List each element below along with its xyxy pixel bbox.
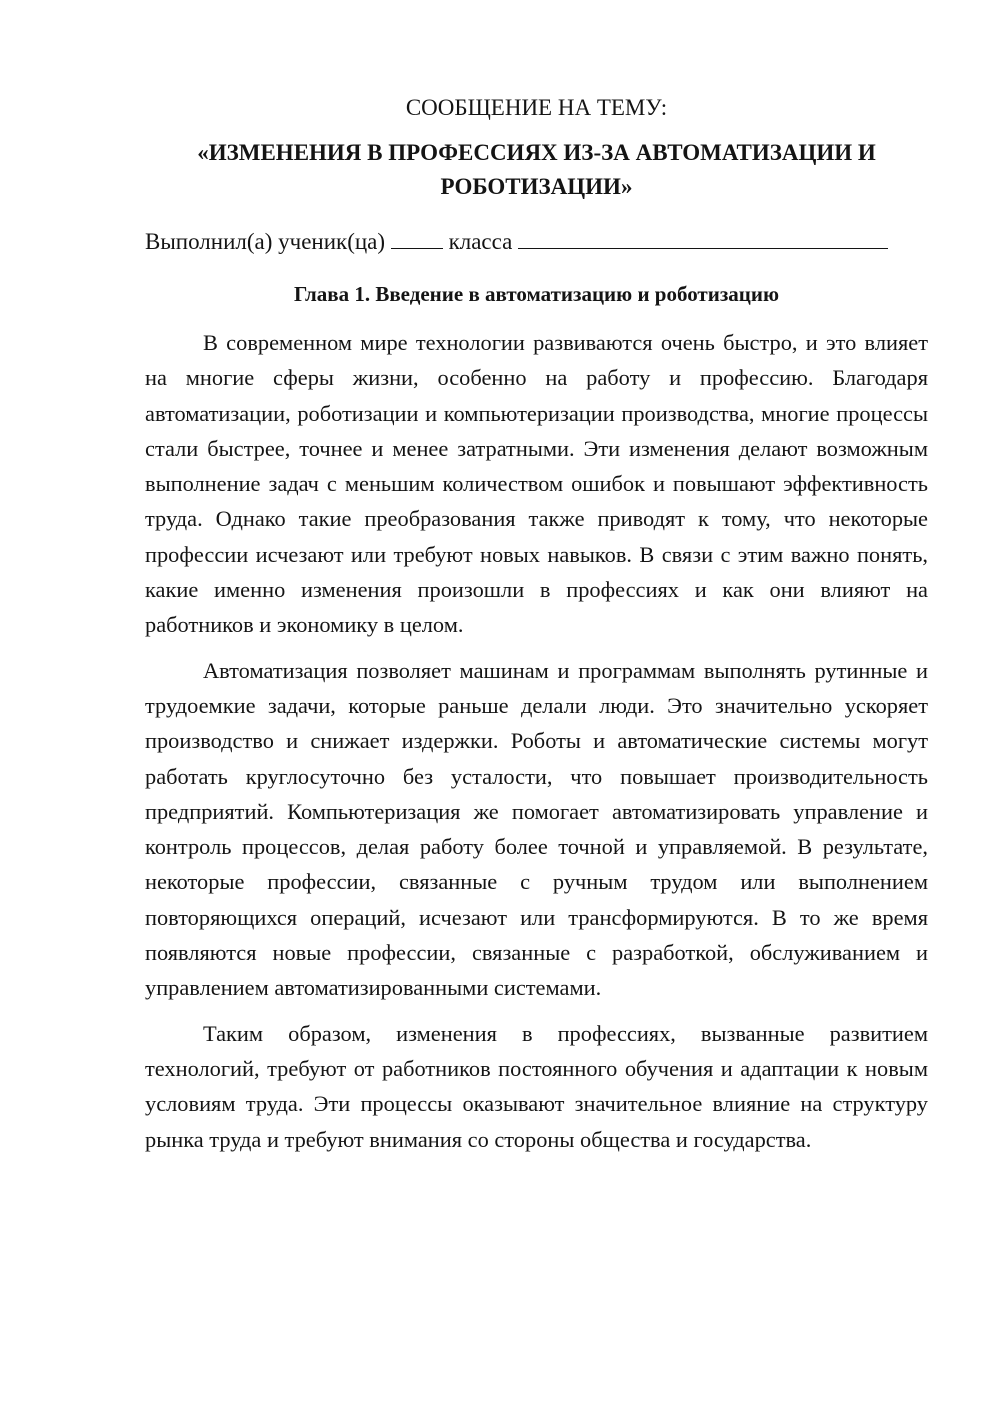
class-label: класса: [448, 229, 513, 254]
author-line: [145, 226, 928, 258]
document-title-line-1: «ИЗМЕНЕНИЯ В ПРОФЕССИЯХ ИЗ-ЗА АВТОМАТИЗАЦИИ И: [197, 140, 876, 165]
paragraph-1: В современном мире технологии развиваются очень быстро, и это влияет на многие сферы жизни, особенно на работу и профессию. Благодаря автоматизации, роботизации и компьютеризации производства, многие процессы стали быстрее, точнее и менее затратными. Эти изменения делают возможным выполнение задач с меньшим количеством ошибок и повышают эффективность труда. Однако такие преобразования также приводят к тому, что некоторые профессии исчезают или требуют новых навыков. В связи с этим важно понять, какие именно изменения произошли в профессиях и как они влияют на работников и экономику в целом.: [145, 330, 928, 638]
paragraph-3: Таким образом, изменения в профессиях, вызванные развитием технологий, требуют от работников постоянного обучения и адаптации к новым условиям труда. Эти процессы оказывают значительное влияние на структуру рынка труда и требуют внимания со стороны общества и государства.: [145, 1020, 928, 1152]
student-name-blank: [518, 226, 888, 249]
paragraph-2: Автоматизация позволяет машинам и программам выполнять рутинные и трудоемкие задачи, которые раньше делали люди. Это значительно ускоряет производство и снижает издержки. Роботы и автоматические системы могут работать круглосуточно без усталости, что повышает производительность предприятий. Компьютеризация же помогает автоматизировать управление и контроль процессов, делая работу более точной и управляемой. В результате, некоторые профессии, связанные с ручным трудом или выполнением повторяющихся операций, исчезают или трансформируются. В то же время появляются новые профессии, связанные с разработкой, обслуживанием и управлением автоматизированными системами.: [145, 657, 928, 1001]
class-number-blank: [391, 226, 443, 249]
document-content: [145, 90, 928, 1157]
document-heading: СООБЩЕНИЕ НА ТЕМУ:: [405, 95, 668, 120]
document-title: [145, 136, 928, 204]
author-label: Выполнил(а) ученик(ца): [145, 229, 386, 254]
document-title-line-2: РОБОТИЗАЦИИ»: [440, 174, 633, 199]
chapter-title: Глава 1. Введение в автоматизацию и роботизацию: [293, 282, 780, 306]
